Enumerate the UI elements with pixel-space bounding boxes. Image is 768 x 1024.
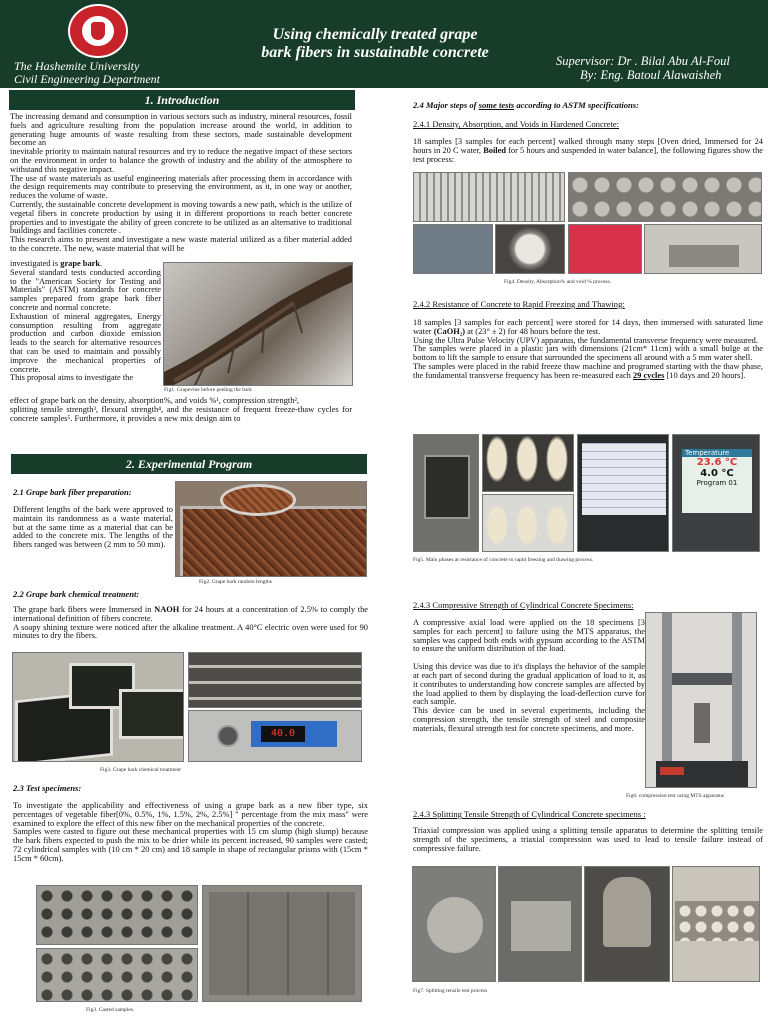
upv-device-photo — [413, 434, 479, 552]
splitting-sample-photo — [498, 866, 582, 982]
balance-photo — [568, 224, 642, 274]
s23-text: To investigate the applicability and effectiveness of using a grape bark as a new fiber type, six percentages of vegetable fiber[0%, 0.5%, 1%, 1.5%, 2%, 2.5%] " percentage from the mix mass" were examined to explore the effect of this new fiber on the mechanical properties of the concrete. Samples were casted to figure out these mechanical properties with 15 cm slump (high slump) because the bark fibers expected to push the mix to be drier while its percent increased, 90 samples were casted; 72 cylindrical samples with (10 cm * 20 cm) and 18 sample in shape of rectangular prisms with (15cm * 15cm * 60cm). — [13, 801, 368, 863]
boiling-pot-photo — [495, 224, 565, 274]
grapevine-branch — [164, 263, 353, 386]
screen-temp-1: 23.6 °C — [696, 457, 738, 468]
cylinder-molds-photo — [36, 885, 198, 945]
s242-text: 18 samples [3 samples for each percent] were stored for 14 days, then immersed with saturated lime water (CaOH₂) at (23° ± 2) for 48 hours before the test. Using the Ultra Pulse Velocity (UPV) apparatus, the fundamental transverse frequency were measured. The samples were placed in a plastic jars with dimensions (21cm* 11cm) with a small bulge at the bottom to lift the sample to ensure that surrounded the specimens all around with a 5 mm water shell. The samples were placed in the rabid freeze thaw machine and programed starting with the thaw phase, the fundamental transverse frequency has been re-measured each 29 cycles [10 days and 20 hours]. — [413, 318, 763, 380]
intro-text-top: The increasing demand and consumption in various sectors such as industry, mineral resources, fossil fuels and agriculture resulting from the population increase around the world, in addition to generating huge amounts of waste resulting from these sectors, made sustainable development become an inevitable priority to maintain natural resources and try to reduce the negative impact of these sectors on the environment in order to balance the growth of industry and the ability of the atmosphere to withstand this negative impact. The use of waste materials as useful engineering materials after processing them in accordance with the design requirements may contribute to preserving the environment, as it, in one way or another, reduces the volume of waste. Currently, the sustainable concrete development is moving towards a new path, which is the utilize of vegetal fibers in concrete production by using it in different proportions to reach better concrete properties and to investigate the ability of green concrete to be utilized as an alternative to traditional buildings and facilities concrete . This research aims to present and investigate a new waste material utilized as a fiber material added to the concrete. The new, waste material that will be — [10, 112, 352, 253]
water-tank-photo — [413, 224, 493, 274]
s241-text: 18 samples [3 samples for each percent] walked through many steps [Oven dried, Immersed for 24 hours in 20 C water, Boiled for 5 hours and suspended in water balance], the following figures show the test process: — [413, 137, 763, 164]
department-name: Civil Engineering Department — [14, 72, 160, 86]
poster-title — [210, 26, 540, 62]
university-logo — [68, 4, 128, 58]
screen-label: Temperature — [682, 449, 752, 457]
grape-bark-trays-photo — [175, 481, 367, 577]
s22-title: 2.2 Grape bark chemical treatment: — [13, 589, 140, 599]
oven-display: 40.0 — [261, 726, 305, 742]
failed-sample-photo — [584, 866, 670, 982]
intro-text-bottom: effect of grape bark on the density, absorption%, and voids %¹, compression strength², splitting tensile strength³, flexural strength⁴, and the resistance of frequent freeze-thaw cycles for concrete samples⁵. Furthermore, it provides a new mix design aim to — [10, 396, 352, 423]
s243-title: 2.4.3 Compressive Strength of Cylindrical Concrete Specimens: — [413, 600, 634, 610]
author-name: By: Eng. Batoul Alawaisheh — [580, 68, 722, 82]
freeze-thaw-panel-photo — [577, 434, 669, 552]
immersed-samples-photo — [568, 172, 762, 222]
supervisor-name: Supervisor: Dr . Bilal Abu Al-Foul — [556, 54, 730, 68]
fig2-caption: Fig2. Grape bark random lengths — [199, 579, 272, 585]
s24-title: 2.4 Major steps of some tests according to ASTM specifications: — [413, 100, 639, 110]
oven-switch-icon — [217, 725, 239, 747]
intro-heading: 1. Introduction — [9, 90, 355, 110]
split-halves-photo — [672, 866, 760, 982]
experimental-heading: 2. Experimental Program — [11, 454, 367, 474]
title-line-2: bark fibers in sustainable concrete — [261, 44, 489, 61]
institution — [14, 60, 214, 86]
mts-apparatus-photo — [645, 612, 757, 788]
s244-title: 2.4.3 Splitting Tensile Strength of Cylindrical Concrete specimens : — [413, 809, 646, 819]
casted-cylinders-photo — [36, 948, 198, 1002]
oven-racks-photo — [413, 172, 565, 222]
splitting-jig-photo — [412, 866, 496, 982]
sample-jars-photo — [482, 434, 574, 492]
oven-control-photo — [188, 710, 362, 762]
temperature-screen-photo — [672, 434, 760, 552]
fig6-caption: Fig6. compression test using MTS apparatus — [626, 793, 725, 799]
fig1-caption: Fig1. Grapevine before peeling the bark — [164, 387, 252, 393]
treated-bark-photo — [12, 652, 184, 762]
fig3-caption-casted: Fig3. Casted samples. — [86, 1007, 135, 1013]
university-name: The Hashemite University — [14, 59, 140, 73]
fig7-caption: Fig7. Splitting tensile test process — [413, 988, 488, 994]
oven-interior-photo — [188, 652, 362, 708]
intro-text-side: investigated is grape bark. Several standard tests conducted according to the "American Society for Testing and Materials" (ASTM) standards for concrete samples prepared from grape bark fiber concrete and normal concrete. Exhaustion of mineral aggregates, Energy consumption resulting from aggregate production and carbon dioxide emission leads to the search for alternative resources that can be used to maintain and possibly improve the mechanical properties of concrete. This proposal aims to investigate the — [10, 259, 161, 383]
s21-title: 2.1 Grape bark fiber preparation: — [13, 487, 132, 497]
fig3-caption-treatment: Fig3. Grape bark chemical treatment — [100, 767, 181, 773]
s21-text: Different lengths of the bark were approved to maintain its randomness as a waste material, but at the same time as a material that can be added to the concrete mix. The lengths of the fibers ranged was between (2 mm to 50 mm). — [13, 505, 173, 550]
poster-header — [0, 0, 768, 88]
prism-molds-photo — [202, 885, 362, 1002]
s244-text: Triaxial compression was applied using a splitting tensile apparatus to determine the splitting tensile strength of the specimens, a triaxial compression was used to lead to tensile failure instead of compressive failure. — [413, 826, 763, 853]
fig4-caption: Fig4. Density, Absorption% and void % process. — [504, 279, 612, 285]
s242-title: 2.4.2 Resistance of Concrete to Rapid Freezing and Thawing: — [413, 299, 625, 309]
s22-text: The grape bark fibers were Immersed in NAOH for 24 hours at a concentration of 2.5% to comply the international definition of fibers concrete. A soapy shining texture were noticed after the alkaline treatment. A 40°C electric oven were used for 90 minutes to dry the fibers. — [13, 605, 368, 641]
jars-in-machine-photo — [482, 494, 574, 552]
scale-photo — [644, 224, 762, 274]
s243-text: A compressive axial load were applied on the 18 specimens [3 samples for each percent] to failure using the MTS apparatus, the samples was capped both ends with gypsum according to the ASTM to ensure the uniform distribution of the load. Using this device was due to it's displays the behavior of the sample at each part of second during the gradual application of load to it, as it contributes to understanding how concrete samples are affected by the load applied to them by displaying the load-deflection curve for each sample. This device can be used in several experiments, including the compression strength, the tensile strength of steel and composite materials, flexural strength test for concrete specimens, and more. — [413, 618, 645, 733]
s241-title: 2.4.1 Density, Absorption, and Voids in Hardened Concrete: — [413, 119, 620, 129]
grapevine-photo — [163, 262, 353, 386]
s23-title: 2.3 Test specimens: — [13, 783, 82, 793]
temperature-screen — [682, 449, 752, 513]
fig5-caption: Fig5. Main phases at resistance of concrete to rapid freezing and thawing process. — [413, 557, 594, 563]
screen-temp-2: 4.0 °C — [700, 468, 734, 479]
title-line-1: Using chemically treated grape — [272, 26, 478, 43]
screen-program: Program 01 — [696, 479, 738, 487]
credits — [556, 54, 766, 82]
